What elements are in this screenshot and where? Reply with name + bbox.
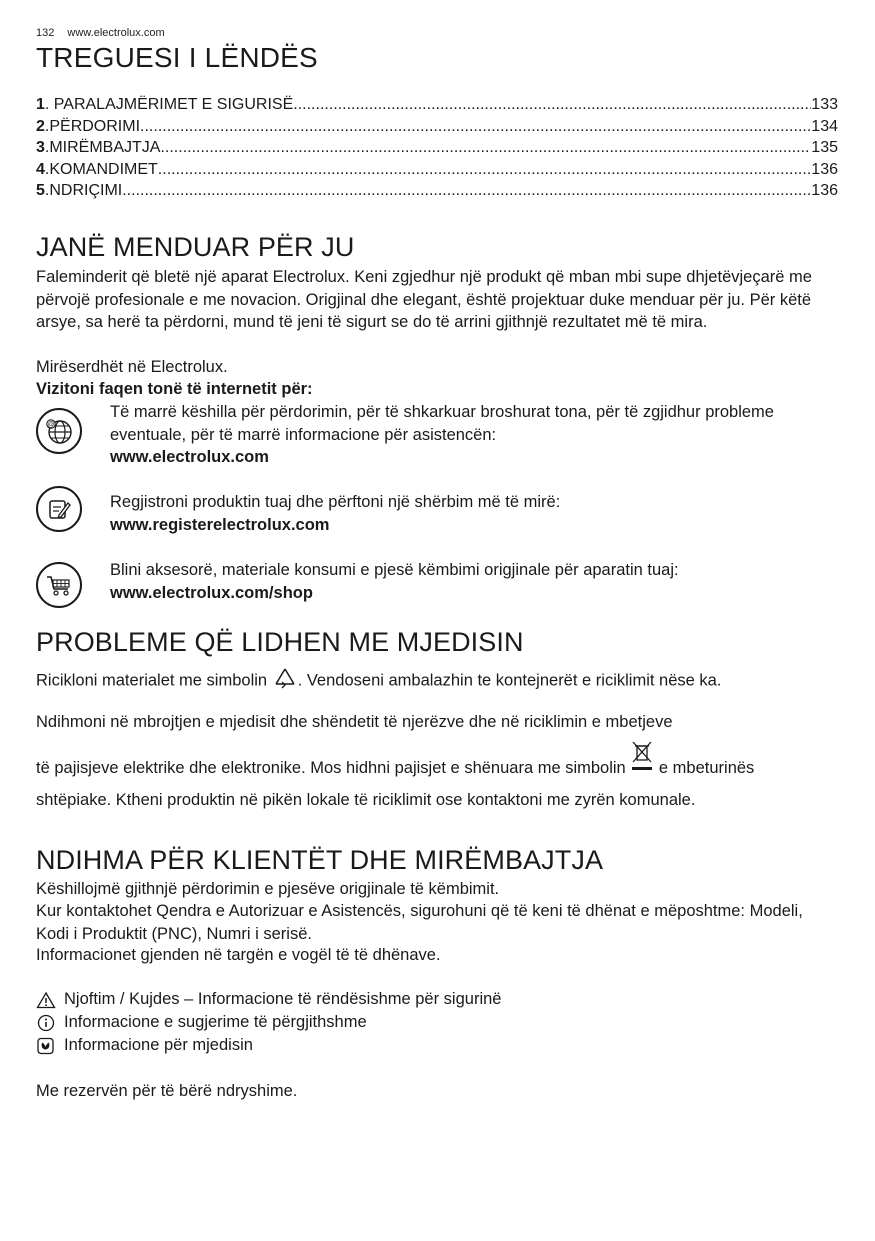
intro-title: JANË MENDUAR PËR JU — [36, 232, 355, 262]
shopping-cart-icon — [36, 562, 82, 608]
disclaimer: Me rezervën për të bërë ndryshime. — [36, 1082, 298, 1100]
toc-page: 136 — [811, 160, 838, 178]
link-item: Regjistroni produktin tuaj dhe përftoni një shërbim më të mirë: www.registerelectrolux.com — [110, 491, 810, 536]
legend-item: Informacione e sugjerime të përgjithshme — [36, 1013, 367, 1032]
toc-page: 136 — [811, 182, 838, 199]
register-icon — [36, 486, 82, 532]
toc-item[interactable]: 3 .MIRËMBAJTJA ..... 135 — [36, 139, 838, 161]
page-header — [36, 27, 165, 39]
website-link[interactable]: www.electrolux.com — [110, 448, 269, 466]
toc-page: 133 — [811, 96, 838, 113]
shop-link[interactable]: www.electrolux.com/shop — [110, 583, 313, 602]
environment-icon — [36, 1037, 56, 1055]
header-website[interactable]: www.electrolux.com — [67, 27, 165, 39]
environment-paragraph-3: të pajisjeve elektrike dhe elektronike. Mos hidhni pajisjet e shënuara me simbolin e mbeturinës shtëpiake. Ktheni produktin në pikën lokale të riciklimit ose kontaktoni me zyrën komunale. — [36, 748, 826, 812]
legend-item: Informacione për mjedisin — [36, 1036, 253, 1055]
legend-item: Njoftim / Kujdes – Informacione të rëndësishme për sigurinë — [36, 990, 501, 1009]
globe-icon — [36, 408, 82, 454]
recycle-icon — [272, 666, 298, 697]
welcome-text: Mirëserdhët në Electrolux. — [36, 358, 228, 376]
environment-paragraph-2: Ndihmoni në mbrojtjen e mjedisit dhe shëndetit të njerëzve dhe në riciklimin e mbetjeve — [36, 713, 673, 731]
visit-heading: Vizitoni faqen tonë të internetit për: — [36, 380, 313, 398]
support-line: Informacionet gjenden në targën e vogël të të dhënave. — [36, 946, 441, 964]
link-item: Të marrë këshilla për përdorimin, për të shkarkuar broshurat tona, për të zgjidhur probleme eventuale, për të marrë informacione për asistencën: www.electrolux.com — [110, 401, 810, 469]
toc-item[interactable]: 5 .NDRIÇIMI ..... 136 — [36, 182, 838, 204]
register-link[interactable]: www.registerelectrolux.com — [110, 515, 330, 534]
toc-page: 134 — [811, 117, 838, 135]
link-item: Blini aksesorë, materiale konsumi e pjesë këmbimi origjinale për aparatin tuaj: www.electrolux.com/shop — [110, 559, 810, 604]
toc-item[interactable]: 1 . PARALAJMËRIMET E SIGURISË ..... 133 — [36, 96, 838, 118]
page-number: 132 — [36, 27, 55, 39]
support-line: Këshillojmë gjithnjë përdorimin e pjesëve origjinale të këmbimit. — [36, 880, 500, 898]
info-icon — [36, 1014, 56, 1032]
toc-item[interactable]: 2 .PËRDORIMI ..... 134 — [36, 118, 838, 140]
toc-item[interactable]: 4 .KOMANDIMET ..... 136 — [36, 161, 838, 183]
support-line: Kur kontaktohet Qendra e Autorizuar e Asistencës, sigurohuni që të keni të dhënat e mëposhtme: Modeli, Kodi i Produktit (PNC), Numri i serisë. — [36, 902, 803, 943]
support-title: NDIHMA PËR KLIENTËT DHE MIRËMBAJTJA — [36, 845, 604, 875]
environment-paragraph-1: Ricikloni materialet me simbolin . Vendoseni ambalazhin te kontejnerët e riciklimit nëse ka. — [36, 666, 826, 697]
toc-page: 135 — [811, 139, 838, 156]
intro-paragraph: Faleminderit që bletë një aparat Electrolux. Keni zgjedhur një produkt që mban mbi supe dhjetëvjeçarë me përvojë profesionale e me novacion. Origjinal dhe elegant, është projektuar duke menduar për ju. Për këtë arsye, sa herë ta përdorni, mund të jeni të sigurt se do të arrini gjithnjë rezultatet më të mira. — [36, 268, 812, 331]
warning-icon — [36, 991, 56, 1009]
table-of-contents — [36, 96, 838, 204]
toc-title: TREGUESI I LËNDËS — [36, 42, 318, 73]
svg-text:@: @ — [47, 421, 55, 429]
environment-title: PROBLEME QË LIDHEN ME MJEDISIN — [36, 627, 524, 657]
crossed-bin-icon — [630, 740, 654, 781]
